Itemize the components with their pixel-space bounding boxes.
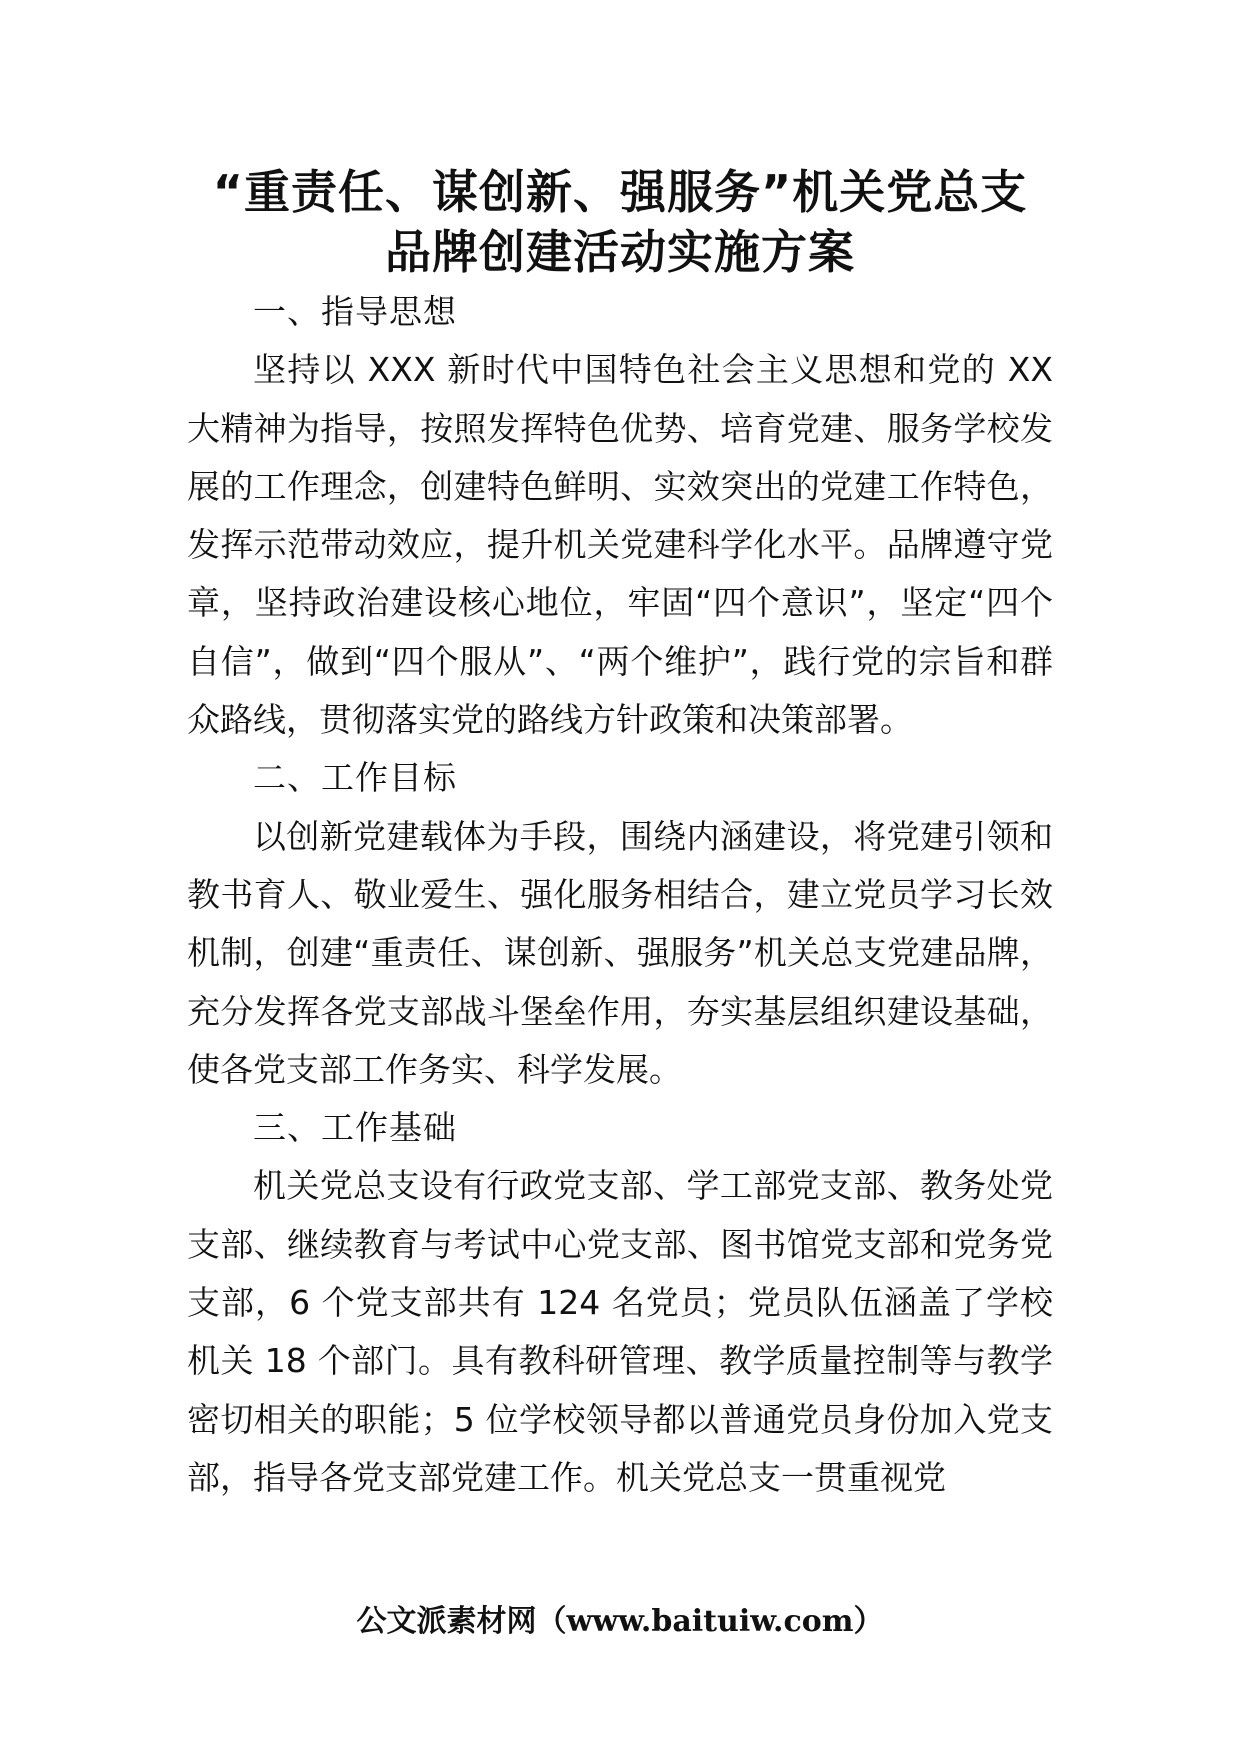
- document-title-line-2: 品牌创建活动实施方案: [385, 225, 855, 279]
- document-title-line-1: “重责任、谋创新、强服务”机关党总支: [212, 165, 1028, 219]
- section-heading-work-goals: 二、工作目标: [253, 758, 457, 798]
- document-body: [187, 283, 1053, 1507]
- page-footer-watermark: 公文派素材网（www.baituiw.com）: [356, 1604, 884, 1639]
- section-heading-work-foundation: 三、工作基础: [253, 1108, 457, 1148]
- section-paragraph-guiding-ideology: 坚持以 XXX 新时代中国特色社会主义思想和党的 XX 大精神为指导，按照发挥特色优势、培育党建、服务学校发展的工作理念，创建特色鲜明、实效突出的党建工作特色，发挥示范带动效应，提升机关党建科学化水平。品牌遵守党章，坚持政治建设核心地位，牢固“四个意识”，坚定“四个自信”，做到“四个服从”、“两个维护”，践行党的宗旨和群众路线，贯彻落实党的路线方针政策和决策部署。: [187, 350, 1053, 740]
- section-paragraph-work-foundation: 机关党总支设有行政党支部、学工部党支部、教务处党支部、继续教育与考试中心党支部、图书馆党支部和党务党支部，6 个党支部共有 124 名党员；党员队伍涵盖了学校机关 18 个部门。具有教科研管理、教学质量控制等与教学密切相关的职能；5 位学校领导都以普通党员身份加入党支部，指导各党支部党建工作。机关党总支一贯重视党: [187, 1166, 1053, 1497]
- section-paragraph-work-goals: 以创新党建载体为手段，围绕内涵建设，将党建引领和教书育人、敬业爱生、强化服务相结合，建立党员学习长效机制，创建“重责任、谋创新、强服务”机关总支党建品牌，充分发挥各党支部战斗堡垒作用，夯实基层组织建设基础，使各党支部工作务实、科学发展。: [187, 816, 1053, 1089]
- section-heading-guiding-ideology: 一、指导思想: [253, 292, 457, 331]
